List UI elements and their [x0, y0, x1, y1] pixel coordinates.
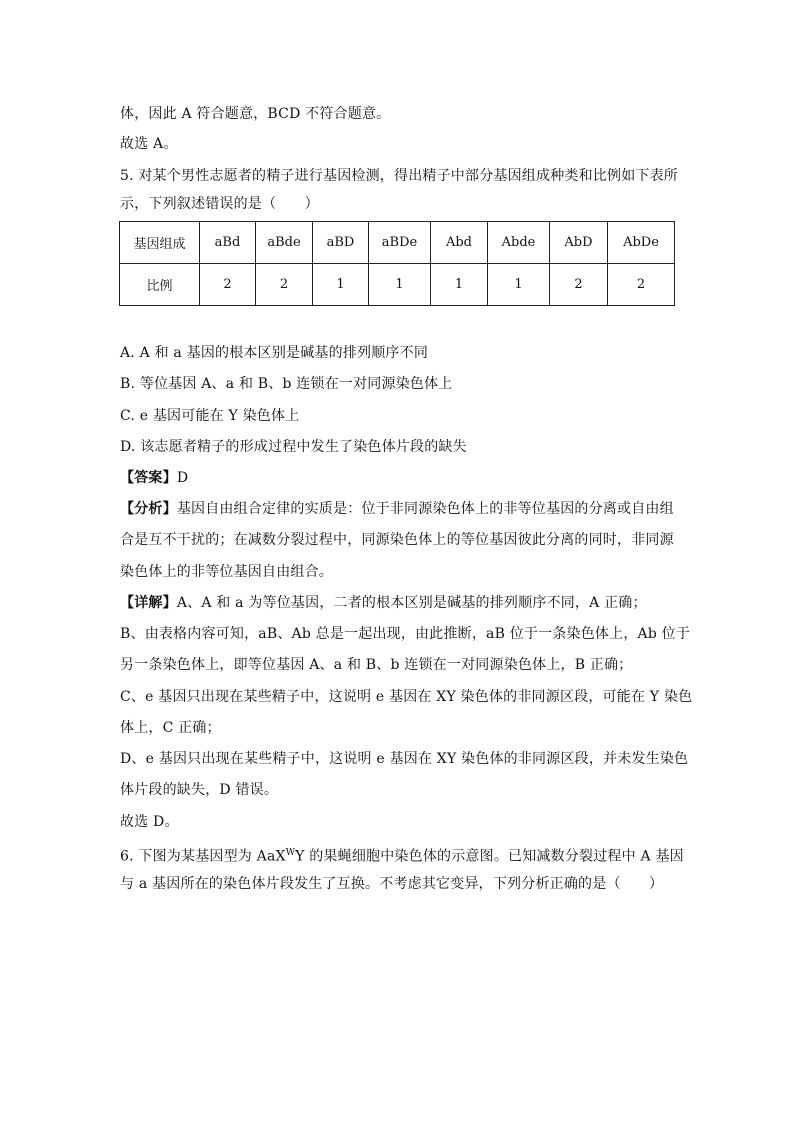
q6-stem-part1: 6. 下图为某基因型为 AaX [120, 848, 286, 865]
q6-superscript: W [285, 848, 296, 858]
q5-answer [120, 468, 188, 488]
q5-detail-line1 [120, 593, 647, 613]
q5-analysis-line1 [120, 499, 674, 519]
prev-explanation-line: 体，因此 A 符合题意，BCD 不符合题意。 [120, 106, 391, 122]
table-ratio-label: 比例 [120, 264, 200, 306]
answer-label: 【答案】 [120, 470, 177, 486]
table-header-row [120, 222, 675, 264]
q5-detail-line5: 体上，C 正确； [120, 720, 221, 736]
table-cell-ratio: 2 [550, 264, 608, 306]
q5-detail-line7: 体片段的缺失，D 错误。 [120, 782, 279, 798]
table-cell-ratio: 2 [608, 264, 675, 306]
q5-conclusion: 故选 D。 [120, 814, 179, 830]
table-cell-genotype: AbD [550, 222, 608, 264]
analysis-text: 基因自由组合定律的实质是：位于非同源染色体上的非等位基因的分离或自由组 [176, 501, 674, 517]
gene-ratio-table [119, 221, 675, 306]
q5-option-b: B. 等位基因 A、a 和 B、b 连锁在一对同源染色体上 [120, 376, 453, 392]
table-cell-ratio: 1 [488, 264, 550, 306]
q5-stem-line2: 示，下列叙述错误的是（ ） [120, 196, 319, 212]
table-cell-genotype: Abd [431, 222, 488, 264]
q5-detail-line3: 另一条染色体上，即等位基因 A、a 和 B、b 连锁在一对同源染色体上，B 正确； [120, 657, 633, 673]
answer-value: D [176, 470, 189, 486]
q5-detail-line6: D、e 基因只出现在某些精子中，这说明 e 基因在 XY 染色体的非同源区段，并未发生染色 [120, 751, 689, 767]
table-cell-genotype: Abde [488, 222, 550, 264]
q5-detail-line2: B、由表格内容可知，aB、Ab 总是一起出现，由此推断，aB 位于一条染色体上，Ab 位于 [120, 626, 691, 642]
q5-analysis-line2: 合是互不干扰的；在减数分裂过程中，同源染色体上的等位基因彼此分离的同时，非同源 [120, 532, 674, 548]
q5-option-c: C. e 基因可能在 Y 染色体上 [120, 408, 300, 424]
q5-detail-line4: C、e 基因只出现在某些精子中，这说明 e 基因在 XY 染色体的非同源区段，可能在 Y 染色 [120, 689, 693, 705]
table-cell-ratio: 1 [431, 264, 488, 306]
table-ratio-row [120, 264, 675, 306]
table-header-label: 基因组成 [120, 222, 200, 264]
table-cell-ratio: 1 [313, 264, 369, 306]
table-cell-genotype: aBd [200, 222, 256, 264]
q6-stem-part2: Y 的果蝇细胞中染色体的示意图。已知减数分裂过程中 A 基因 [295, 848, 684, 865]
q5-stem-line1: 5. 对某个男性志愿者的精子进行基因检测，得出精子中部分基因组成种类和比例如下表所 [120, 168, 679, 184]
table-cell-ratio: 1 [369, 264, 431, 306]
q5-option-a: A. A 和 a 基因的根本区别是碱基的排列顺序不同 [120, 345, 429, 361]
detail-text: A、A 和 a 为等位基因，二者的根本区别是碱基的排列顺序不同，A 正确； [176, 595, 647, 611]
q5-option-d: D. 该志愿者精子的形成过程中发生了染色体片段的缺失 [120, 439, 467, 455]
table-cell-genotype: aBDe [369, 222, 431, 264]
q6-stem-line1 [120, 843, 684, 867]
q5-analysis-line3: 染色体上的非等位基因自由组合。 [120, 564, 333, 580]
table-cell-genotype: AbDe [608, 222, 675, 264]
analysis-label: 【分析】 [120, 501, 177, 517]
detail-label: 【详解】 [120, 595, 177, 611]
table-cell-genotype: aBde [256, 222, 313, 264]
q6-stem-line2: 与 a 基因所在的染色体片段发生了互换。不考虑其它变异，下列分析正确的是（ ） [120, 876, 664, 892]
table-cell-ratio: 2 [200, 264, 256, 306]
table-cell-ratio: 2 [256, 264, 313, 306]
prev-conclusion: 故选 A。 [120, 136, 178, 152]
table-cell-genotype: aBD [313, 222, 369, 264]
